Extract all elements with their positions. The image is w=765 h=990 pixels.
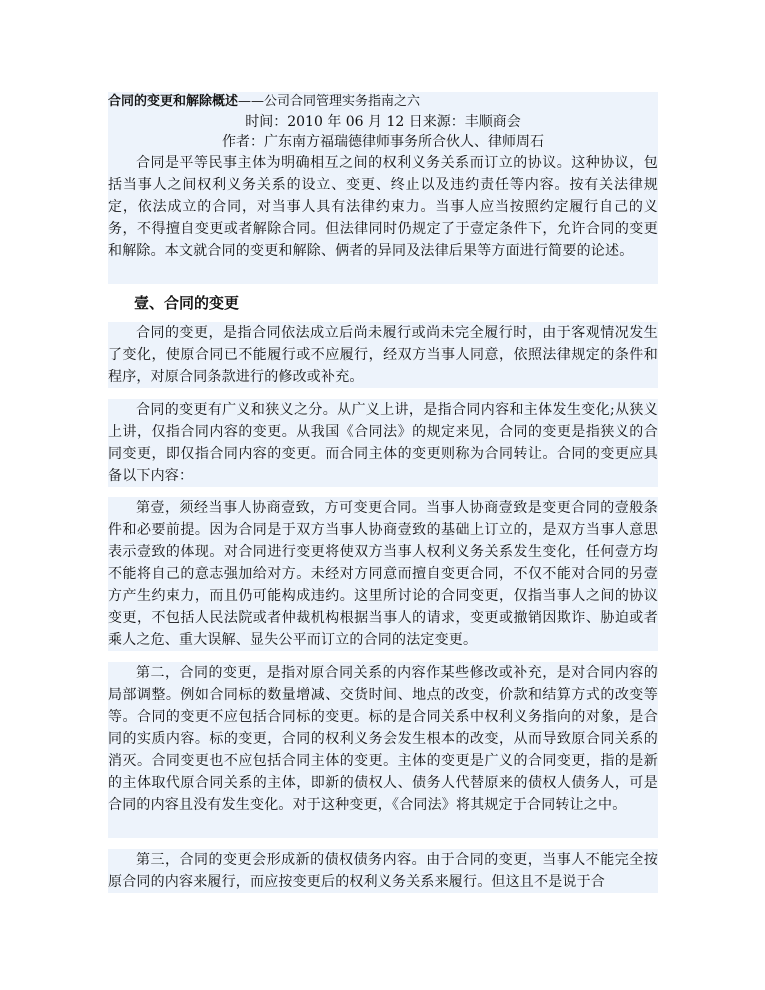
paragraph: 第壹，须经当事人协商壹致，方可变更合同。当事人协商壹致是变更合同的壹般条件和必要前提。因为合同是于双方当事人协商壹致的基础上订立的，是双方当事人意思表示壹致的体现。对合同进行变更将使双方当事人权利义务关系发生变化，任何壹方均不能将自己的意志强加给对方。未经对方同意而擅自变更合同，不仅不能对合同的另壹方产生约束力，而且仍可能构成违约。这里所讨论的合同变更，仅指当事人之间的协议变更，不包括人民法院或者仲裁机构根据当事人的请求，变更或撤销因欺诈、胁迫或者乘人之危、重大误解、显失公平而订立的合同的法定变更。 [108,500,658,648]
section-heading: 壹、合同的变更 [134,294,240,312]
paragraph-first [108,497,658,651]
paragraph: 第三，合同的变更会形成新的债权债务内容。由于合同的变更，当事人不能完全按原合同的内容来履行，而应按变更后的权利义务关系来履行。但这且不是说于合 [108,852,658,890]
paragraph-third [108,849,658,893]
paragraph: 合同是平等民事主体为明确相互之间的权利义务关系而订立的协议。这种协议，包括当事人之间权利义务关系的设立、变更、终止以及违约责任等内容。按有关法律规定，依法成立的合同，对当事人具有法律约束力。当事人应当按照约定履行自己的义务，不得擅自变更或者解除合同。但法律同时仍规定了于壹定条件下，允许合同的变更和解除。本文就合同的变更和解除、俩者的异同及法律后果等方面进行简要的论述。 [108,155,658,259]
paragraph-intro [108,152,658,262]
paragraph-scope [108,399,658,487]
author-line: 作者：广东南方福瑞德律师事务所合伙人、律师周石 [222,134,544,150]
paragraph-second [108,662,658,816]
article-title [108,92,658,112]
paragraph: 合同的变更，是指合同依法成立后尚未履行或尚未完全履行时，由于客观情况发生了变化，使原合同已不能履行或不应履行，经双方当事人同意，依照法律规定的条件和程序，对原合同条款进行的修改或补充。 [108,325,658,385]
paragraph-definition [108,322,658,388]
paragraph: 合同的变更有广义和狭义之分。从广义上讲，是指合同内容和主体发生变化;从狭义上讲，仅指合同内容的变更。从我国《合同法》的规定来见，合同的变更是指狭义的合同变更，即仅指合同内容的变更。而合同主体的变更则称为合同转让。合同的变更应具备以下内容： [108,402,658,484]
paragraph: 第二，合同的变更，是指对原合同关系的内容作某些修改或补充，是对合同内容的局部调整。例如合同标的数量增减、交货时间、地点的改变，价款和结算方式的改变等等。合同的变更不应包括合同标的变更。标的是合同关系中权利义务指向的对象，是合同的实质内容。标的变更，合同的权利义务会发生根本的改变，从而导致原合同关系的消灭。合同变更也不应包括合同主体的变更。主体的变更是广义的合同变更，指的是新的主体取代原合同关系的主体，即新的债权人、债务人代替原来的债权人债务人，可是合同的内容且没有发生变化。对于这种变更，《合同法》将其规定于合同转让之中。 [108,665,658,813]
title-subtitle: ——公司合同管理实务指南之六 [238,94,421,109]
title-main: 合同的变更和解除概述 [108,94,239,109]
meta-line: 时间：2010 年 06 月 12 日来源：丰顺商会 [245,114,521,130]
